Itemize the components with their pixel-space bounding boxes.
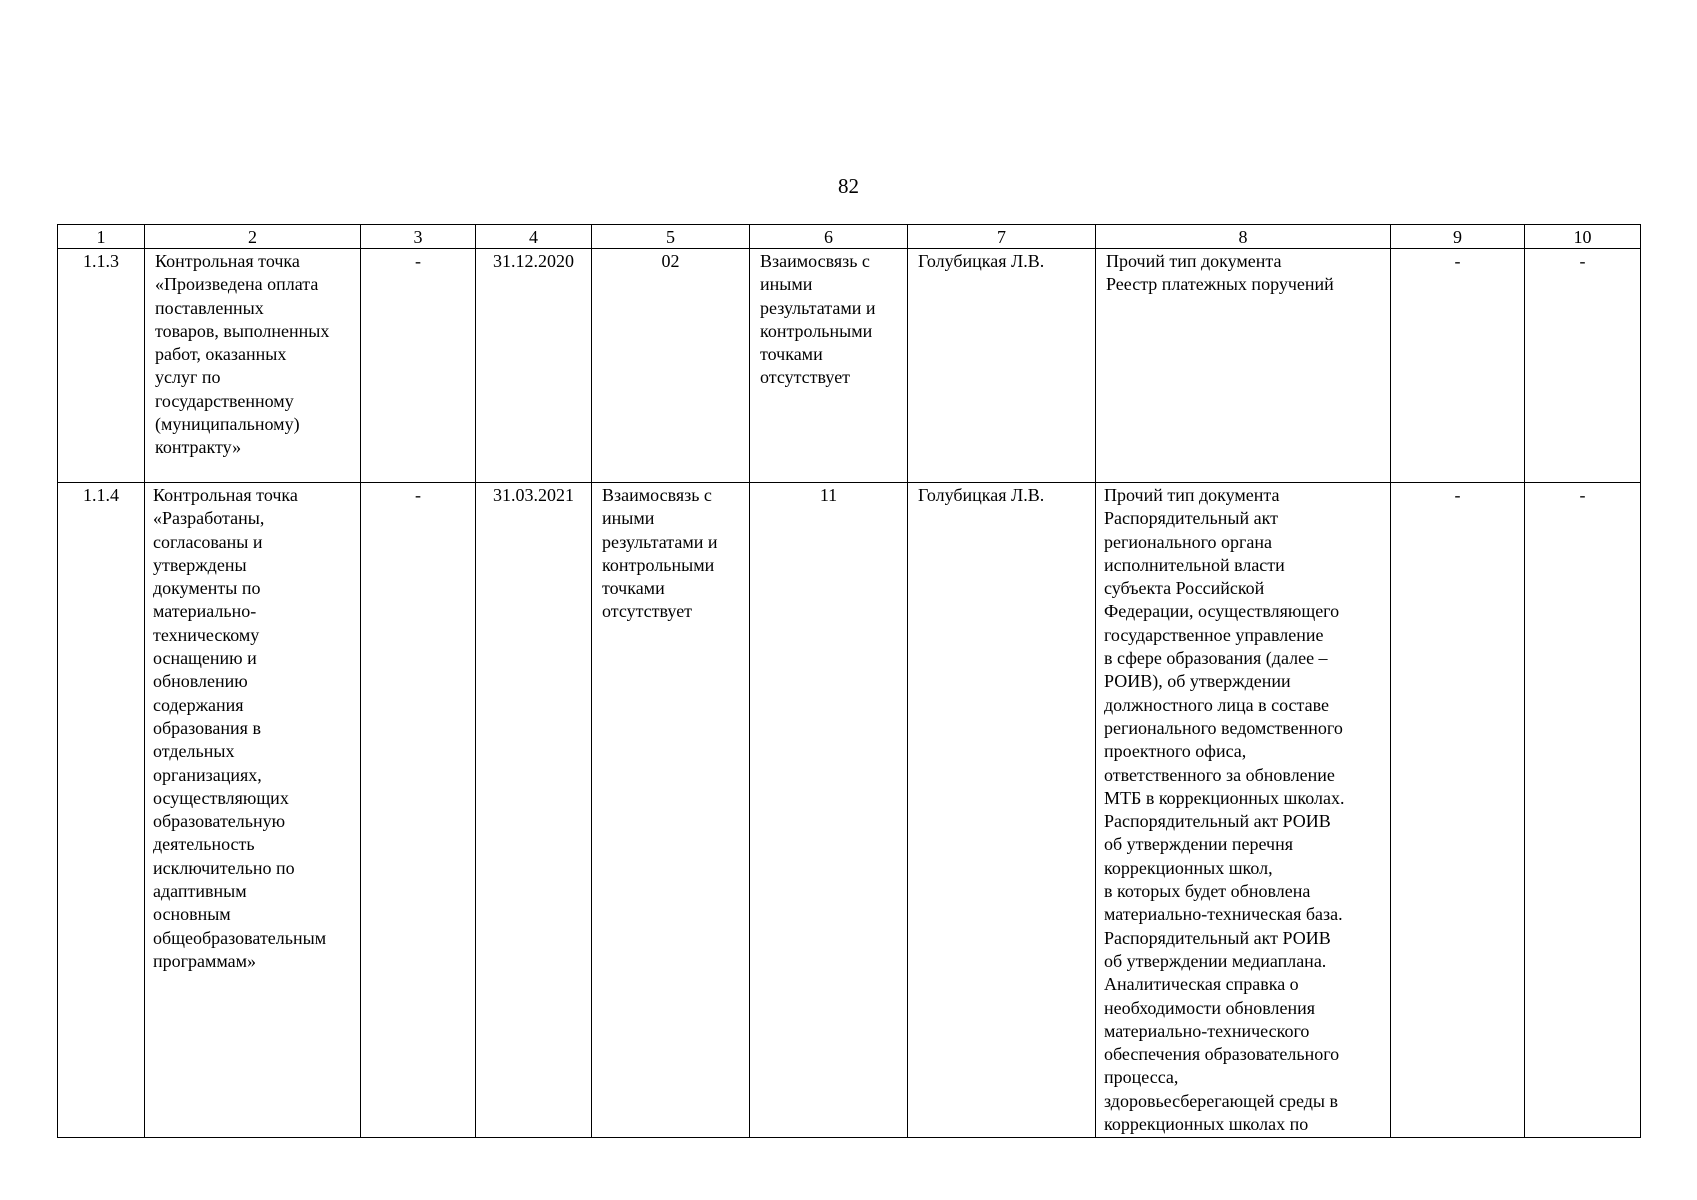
col5-value: Взаимосвязь с иными результатами и контрольными точками отсутствует bbox=[592, 483, 750, 1138]
col3-value: - bbox=[361, 483, 476, 1138]
table-row bbox=[58, 249, 1641, 483]
header-cell-1: 1 bbox=[58, 225, 145, 249]
control-point-name: Контрольная точка «Разработаны, согласованы и утверждены документы по материально- техническому оснащению и обновлению содержания образования в отдельных организациях, осуществляющих образовательную деятельность исключительно по адаптивным основным общеобразовательным программам» bbox=[145, 483, 361, 1138]
col6-value: 11 bbox=[750, 483, 908, 1138]
col9-value: - bbox=[1391, 483, 1525, 1138]
responsible-person: Голубицкая Л.В. bbox=[908, 249, 1096, 483]
header-cell-10: 10 bbox=[1525, 225, 1641, 249]
header-cell-4: 4 bbox=[476, 225, 592, 249]
col10-value: - bbox=[1525, 483, 1641, 1138]
header-cell-7: 7 bbox=[908, 225, 1096, 249]
deadline-date: 31.03.2021 bbox=[476, 483, 592, 1138]
control-points-table bbox=[57, 224, 1641, 1138]
header-cell-9: 9 bbox=[1391, 225, 1525, 249]
responsible-person: Голубицкая Л.В. bbox=[908, 483, 1096, 1138]
col10-value: - bbox=[1525, 249, 1641, 483]
col5-value: 02 bbox=[592, 249, 750, 483]
table-row bbox=[58, 483, 1641, 1138]
deadline-date: 31.12.2020 bbox=[476, 249, 592, 483]
header-cell-2: 2 bbox=[145, 225, 361, 249]
header-row bbox=[58, 225, 1641, 249]
control-point-name: Контрольная точка «Произведена оплата поставленных товаров, выполненных работ, оказанных услуг по государственному (муниципальному) контракту» bbox=[145, 249, 361, 483]
col3-value: - bbox=[361, 249, 476, 483]
header-cell-6: 6 bbox=[750, 225, 908, 249]
header-cell-3: 3 bbox=[361, 225, 476, 249]
col6-value: Взаимосвязь с иными результатами и контрольными точками отсутствует bbox=[750, 249, 908, 483]
header-cell-5: 5 bbox=[592, 225, 750, 249]
header-cell-8: 8 bbox=[1096, 225, 1391, 249]
row-number: 1.1.3 bbox=[58, 249, 145, 483]
col9-value: - bbox=[1391, 249, 1525, 483]
page-number: 82 bbox=[838, 174, 859, 198]
document-type: Прочий тип документа Реестр платежных поручений bbox=[1096, 249, 1391, 483]
document-type: Прочий тип документа Распорядительный акт регионального органа исполнительной власти субъекта Российской Федерации, осуществляющего государственное управление в сфере образования (далее – РОИВ), об утверждении должностного лица в составе регионального ведомственного проектного офиса, ответственного за обновление МТБ в коррекционных школах. Распорядительный акт РОИВ об утверждении перечня коррекционных школ, в которых будет обновлена материально-техническая база. Распорядительный акт РОИВ об утверждении медиаплана. Аналитическая справка о необходимости обновления материально-технического обеспечения образовательного процесса, здоровьесберегающей среды в коррекционных школах по bbox=[1096, 483, 1391, 1138]
row-number: 1.1.4 bbox=[58, 483, 145, 1138]
